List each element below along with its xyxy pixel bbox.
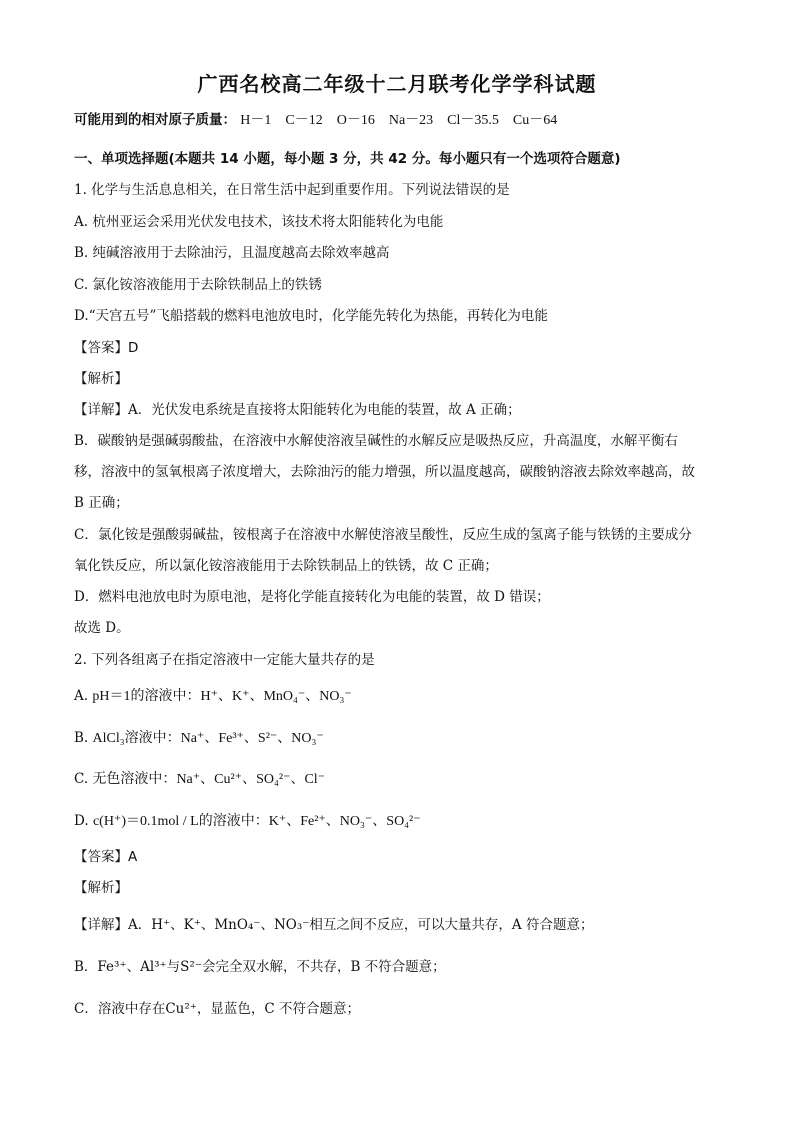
- q2-option-d-letter: D.: [74, 813, 89, 829]
- q1-stem: 1. 化学与生活息息相关，在日常生活中起到重要作用。下列说法错误的是: [74, 182, 510, 198]
- q2-option-b: [74, 729, 734, 748]
- q1-analysis-label: 【解析】: [74, 371, 128, 387]
- q2-detail-b: B．Fe³⁺、Al³⁺与S²⁻会完全双水解，不共存，B 不符合题意；: [74, 959, 446, 975]
- q2-option-c-ions: Na⁺、Cu²⁺、SO₄²⁻、Cl⁻: [176, 772, 326, 787]
- q1-detail-line: D．燃料电池放电时为原电池，是将化学能直接转化为电能的装置，故 D 错误；: [74, 589, 550, 605]
- q1-option-a: A. 杭州亚运会采用光伏发电技术，该技术将太阳能转化为电能: [74, 214, 444, 230]
- q2-option-b-letter: B.: [74, 730, 89, 746]
- page-title: 广西名校高二年级十二月联考化学学科试题: [197, 72, 597, 96]
- q2-detail-a: 【详解】A．H⁺、K⁺、MnO₄⁻、NO₃⁻相互之间不反应，可以大量共存，A 符合题意；: [74, 917, 594, 933]
- q2-option-a: [74, 687, 734, 706]
- q2-detail-c: C．溶液中存在Cu²⁺，显蓝色，C 不符合题意；: [74, 1001, 361, 1017]
- q2-option-b-condition: AlCl₃溶液中：: [92, 731, 181, 746]
- q1-option-c: C. 氯化铵溶液能用于去除铁制品上的铁锈: [74, 277, 322, 293]
- q1-detail-line: B．碳酸钠是强碱弱酸盐，在溶液中水解使溶液呈碱性的水解反应是吸热反应，升高温度，水解平衡右: [74, 433, 678, 449]
- q2-option-a-letter: A.: [74, 688, 89, 704]
- q2-option-c: [74, 770, 734, 789]
- atomic-mass-line: [74, 111, 734, 130]
- q2-stem: 2. 下列各组离子在指定溶液中一定能大量共存的是: [74, 652, 375, 668]
- q1-detail-line: 移，溶液中的氢氧根离子浓度增大，去除油污的能力增强，所以温度越高，碳酸钠溶液去除效率越高，故: [74, 464, 695, 480]
- q1-detail-line: C．氯化铵是强酸弱碱盐，铵根离子在溶液中水解使溶液呈酸性，反应生成的氢离子能与铁锈的主要成分: [74, 527, 692, 543]
- q2-option-a-condition: pH＝1的溶液中：: [92, 689, 201, 704]
- atomic-mass-values: H－1 C－12 O－16 Na－23 Cl－35.5 Cu－64: [240, 113, 558, 128]
- q2-option-d-ions: K⁺、Fe²⁺、NO₃⁻、SO₄²⁻: [268, 814, 421, 829]
- q1-detail-line: B 正确；: [74, 495, 129, 511]
- q2-option-a-ions: H⁺、K⁺、MnO₄⁻、NO₃⁻: [200, 689, 352, 704]
- atomic-mass-label: 可能用到的相对原子质量：: [74, 112, 236, 128]
- q2-option-d: [74, 812, 734, 831]
- q2-option-c-condition: 无色溶液中：: [92, 772, 177, 787]
- q1-option-d: D.“天宫五号”飞船搭载的燃料电池放电时，化学能先转化为热能，再转化为电能: [74, 308, 548, 324]
- q2-option-c-letter: C.: [74, 771, 89, 787]
- q1-option-b: B. 纯碱溶液用于去除油污，且温度越高去除效率越高: [74, 245, 390, 261]
- q2-analysis-label: 【解析】: [74, 880, 128, 896]
- q1-detail-line: 故选 D。: [74, 620, 130, 636]
- section-heading: 一、单项选择题(本题共 14 小题，每小题 3 分，共 42 分。每小题只有一个选项符合题意): [74, 151, 621, 167]
- q2-option-d-condition: c(H⁺)＝0.1mol / L的溶液中：: [92, 814, 269, 829]
- q2-option-b-ions: Na⁺、Fe³⁺、S²⁻、NO₃⁻: [180, 731, 324, 746]
- q1-detail-line: 氧化铁反应，所以氯化铵溶液能用于去除铁制品上的铁锈，故 C 正确；: [74, 558, 498, 574]
- q1-detail-line: 【详解】A．光伏发电系统是直接将太阳能转化为电能的装置，故 A 正确；: [74, 402, 521, 418]
- q1-answer: 【答案】D: [74, 340, 139, 356]
- q2-answer: 【答案】A: [74, 849, 138, 865]
